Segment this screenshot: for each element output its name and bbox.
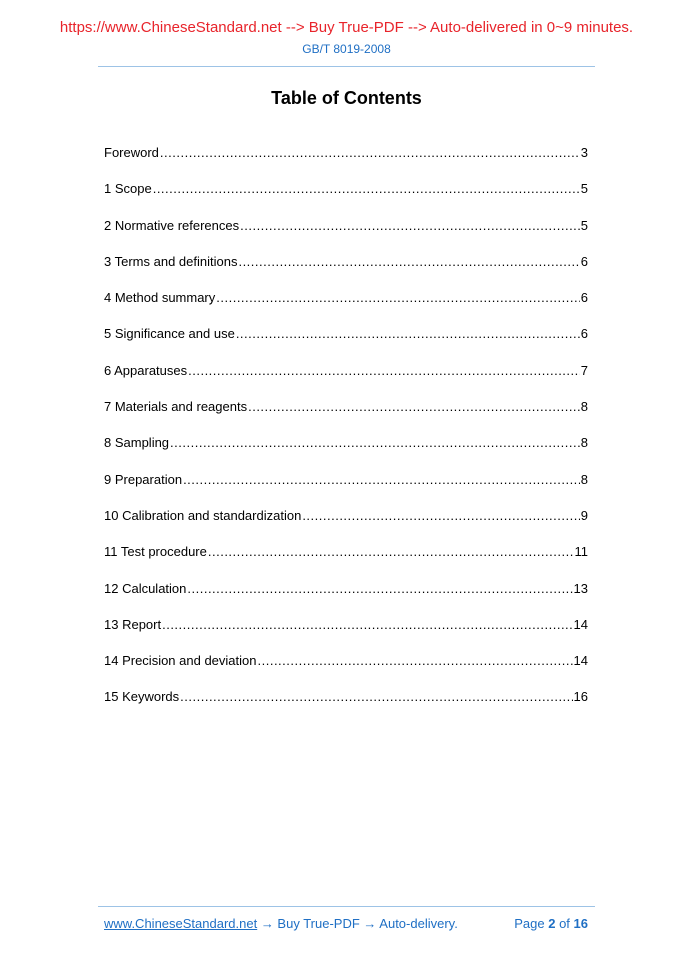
page-of: of [555, 916, 574, 931]
toc-entry-page: 7 [580, 362, 588, 378]
header-divider [98, 66, 595, 67]
toc-entry[interactable] [104, 399, 588, 435]
page-title: Table of Contents [271, 88, 422, 108]
toc-dot-leader [188, 363, 580, 378]
toc-entry-label: 13 Report [104, 616, 162, 632]
toc-dot-leader [208, 544, 574, 559]
toc-entry[interactable] [104, 617, 588, 653]
toc-dot-leader [160, 145, 580, 160]
toc-dot-leader [216, 290, 580, 305]
toc-dot-leader [162, 617, 572, 632]
toc-entry[interactable] [104, 218, 588, 254]
toc-entry-label: 14 Precision and deviation [104, 653, 257, 669]
page-prefix: Page [514, 916, 549, 931]
toc-dot-leader [248, 399, 580, 414]
toc-entry[interactable] [104, 435, 588, 471]
toc-entry-label: 15 Keywords [104, 689, 180, 705]
toc-dot-leader [240, 218, 580, 233]
toc-entry-page: 8 [580, 399, 588, 415]
footer-tagline: → Buy True-PDF → Auto-delivery. [257, 916, 458, 931]
toc-entry-page: 6 [580, 326, 588, 342]
top-banner[interactable]: https://www.ChineseStandard.net --> Buy True-PDF --> Auto-delivered in 0~9 minutes. [59, 19, 634, 36]
page-footer [104, 916, 588, 931]
toc-dot-leader [170, 435, 580, 450]
total-pages: 16 [573, 916, 588, 931]
toc-dot-leader [238, 254, 579, 269]
toc-entry-label: 10 Calibration and standardization [104, 507, 302, 523]
toc-entry[interactable] [104, 363, 588, 399]
toc-entry[interactable] [104, 254, 588, 290]
toc-entry-label: 12 Calculation [104, 580, 187, 596]
toc-entry-label: 6 Apparatuses [104, 362, 188, 378]
toc-entry-page: 14 [573, 616, 588, 632]
page-indicator [514, 916, 588, 931]
toc-entry[interactable] [104, 472, 588, 508]
toc-entry-page: 8 [580, 471, 588, 487]
toc-entry[interactable] [104, 544, 588, 580]
toc-entry-page: 11 [574, 544, 588, 560]
website-link[interactable]: www.ChineseStandard.net [104, 916, 258, 931]
toc-entry-label: 1 Scope [104, 181, 152, 197]
toc-entry-label: 2 Normative references [104, 217, 240, 233]
toc-dot-leader [258, 653, 573, 668]
toc-dot-leader [187, 581, 572, 596]
toc-entry[interactable] [104, 653, 588, 689]
toc-entry-label: 7 Materials and reagents [104, 399, 248, 415]
toc-dot-leader [180, 689, 572, 704]
toc-entry[interactable] [104, 581, 588, 617]
toc-entry-page: 5 [580, 181, 588, 197]
toc-entry-page: 5 [580, 217, 588, 233]
toc-dot-leader [183, 472, 580, 487]
toc-entry-page: 9 [580, 507, 588, 523]
toc-entry[interactable] [104, 326, 588, 362]
toc-entry-page: 3 [580, 145, 588, 160]
toc-entry-label: 8 Sampling [104, 435, 170, 451]
toc-entry[interactable] [104, 689, 588, 725]
toc-entry-label: 11 Test procedure [104, 544, 207, 560]
toc-entry-label: 4 Method summary [104, 290, 216, 306]
toc-dot-leader [302, 508, 579, 523]
toc-entry[interactable] [104, 145, 588, 181]
toc-dot-leader [236, 326, 580, 341]
toc-entry-page: 16 [573, 689, 588, 705]
table-of-contents [104, 145, 588, 726]
toc-entry[interactable] [104, 181, 588, 217]
toc-entry-label: 9 Preparation [104, 471, 183, 487]
toc-entry-page: 13 [573, 580, 588, 596]
toc-entry-label: 5 Significance and use [104, 326, 235, 342]
document-number: GB/T 8019-2008 [302, 42, 391, 56]
toc-entry-label: 3 Terms and definitions [104, 253, 238, 269]
footer-left [104, 916, 458, 931]
footer-divider [98, 906, 595, 907]
toc-entry-page: 6 [580, 253, 588, 269]
toc-entry-page: 6 [580, 290, 588, 306]
toc-entry[interactable] [104, 508, 588, 544]
toc-entry-label: Foreword [104, 145, 159, 160]
toc-entry-page: 8 [580, 435, 588, 451]
current-page: 2 [548, 916, 556, 931]
toc-dot-leader [153, 181, 580, 196]
toc-entry-page: 14 [573, 653, 588, 669]
toc-entry[interactable] [104, 290, 588, 326]
